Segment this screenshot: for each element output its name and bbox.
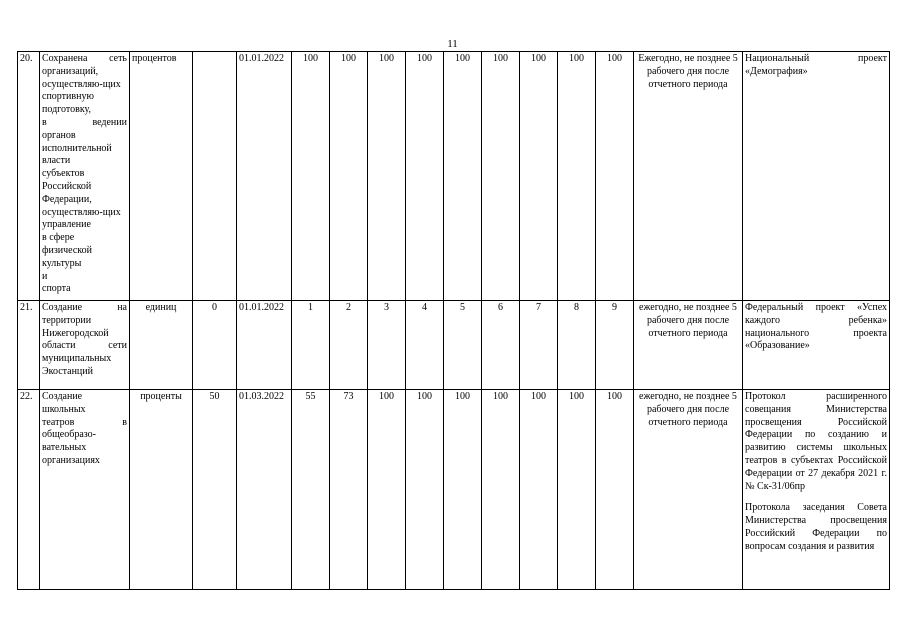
value-cell: 100 <box>406 390 444 590</box>
value-cell: 100 <box>558 52 596 301</box>
table-row <box>18 301 890 390</box>
value-cell: 3 <box>368 301 406 390</box>
period-cell: Ежегодно, не позднее 5 рабочего дня после отчетного периода <box>634 52 743 301</box>
source-text: Протокола заседания Совета Министерства просвещения Российский Федерации по вопросам создания и развития <box>745 502 887 552</box>
indicators-table <box>17 51 890 590</box>
source-cell <box>743 52 890 301</box>
source-cell <box>743 301 890 390</box>
value-cell: 100 <box>596 390 634 590</box>
value-cell: 5 <box>444 301 482 390</box>
value-cell: 1 <box>292 301 330 390</box>
value-cell: 100 <box>558 390 596 590</box>
value-cell: 100 <box>520 52 558 301</box>
page-number: 11 <box>447 38 458 50</box>
base-date-cell: 01.01.2022 <box>237 52 292 301</box>
value-cell: 100 <box>368 52 406 301</box>
indicator-name: Создание школьных театров в общеобразо-вательных организациях <box>40 390 130 590</box>
row-number: 20. <box>18 52 40 301</box>
row-number: 21. <box>18 301 40 390</box>
value-cell: 100 <box>406 52 444 301</box>
value-cell: 8 <box>558 301 596 390</box>
period-cell: ежегодно, не позднее 5 рабочего дня после отчетного периода <box>634 390 743 590</box>
value-cell: 100 <box>482 52 520 301</box>
indicator-name: Создание на территории Нижегородской области сети муниципальных Экостанций <box>40 301 130 390</box>
base-value-cell: 50 <box>193 390 237 590</box>
unit-cell: проценты <box>130 390 193 590</box>
value-cell: 100 <box>330 52 368 301</box>
row-number: 22. <box>18 390 40 590</box>
value-cell: 2 <box>330 301 368 390</box>
source-text: Федеральный проект «Успех каждого ребенка» национального проекта «Образование» <box>745 302 887 352</box>
unit-cell: единиц <box>130 301 193 390</box>
source-text: Национальный проект «Демография» <box>745 53 887 77</box>
value-cell: 100 <box>444 52 482 301</box>
base-date-cell: 01.01.2022 <box>237 301 292 390</box>
value-cell: 100 <box>444 390 482 590</box>
table-row <box>18 52 890 301</box>
paragraph-gap <box>745 493 887 502</box>
base-value-cell: 0 <box>193 301 237 390</box>
indicator-name: Сохранена сеть организаций, осуществляю-щих спортивную подготовку, в ведении органов исполнительной власти субъектов Российской Федерации, осуществляю-щих управление в сфере физической культуры и спорта <box>40 52 130 301</box>
value-cell: 4 <box>406 301 444 390</box>
value-cell: 7 <box>520 301 558 390</box>
source-text: Протокол расширенного совещания Министерства просвещения Российской Федерации по созданию и развитию системы школьных театров в субъектах Российской Федерации от 27 декабря 2021 г. № Ск-31/06пр <box>745 391 887 492</box>
value-cell: 6 <box>482 301 520 390</box>
value-cell: 100 <box>596 52 634 301</box>
period-cell: ежегодно, не позднее 5 рабочего дня после отчетного периода <box>634 301 743 390</box>
value-cell: 100 <box>520 390 558 590</box>
unit-cell: процентов <box>130 52 193 301</box>
table-row <box>18 390 890 590</box>
base-date-cell: 01.03.2022 <box>237 390 292 590</box>
value-cell: 73 <box>330 390 368 590</box>
source-cell <box>743 390 890 590</box>
value-cell: 100 <box>482 390 520 590</box>
base-value-cell <box>193 52 237 301</box>
value-cell: 100 <box>368 390 406 590</box>
value-cell: 9 <box>596 301 634 390</box>
value-cell: 100 <box>292 52 330 301</box>
value-cell: 55 <box>292 390 330 590</box>
